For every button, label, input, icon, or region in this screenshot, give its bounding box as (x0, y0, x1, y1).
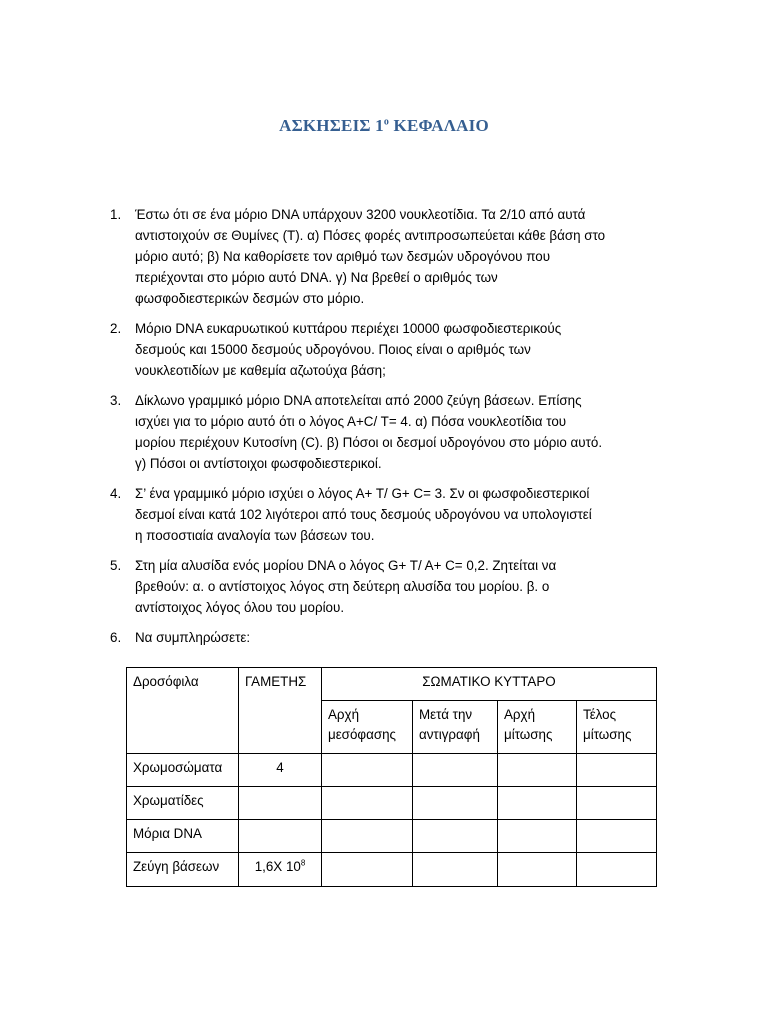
row-label: Χρωμοσώματα (127, 754, 239, 787)
subheader-cell (577, 701, 657, 754)
empty-cell (498, 754, 577, 787)
table-row (127, 853, 657, 887)
empty-cell (413, 787, 498, 820)
subheader-cell (322, 701, 413, 754)
empty-cell (322, 754, 413, 787)
subheader-line: Αρχή (504, 707, 536, 722)
empty-cell (413, 754, 498, 787)
cell-content-table (126, 667, 657, 887)
subheader-line: μίτωσης (583, 727, 632, 742)
table-header-row (127, 668, 657, 701)
title-main: ΑΣΚΗΣΕΙΣ 1 (279, 116, 384, 135)
exercise-number: 4. (110, 486, 122, 501)
exercise-text-line: γ) Πόσοι οι αντίστοιχοι φωσφοδιεστερικοί. (135, 456, 382, 471)
exercise-item (110, 555, 665, 618)
subheader-line: αντιγραφή (419, 727, 480, 742)
gamete-value (239, 820, 322, 853)
gamete-value (239, 853, 322, 887)
table-row (127, 820, 657, 853)
exercise-number: 5. (110, 558, 122, 573)
exercise-number: 2. (110, 321, 122, 336)
empty-cell (413, 853, 498, 887)
empty-cell (498, 853, 577, 887)
subheader-line: Τέλος (583, 707, 617, 722)
exercise-text-line: αντιστοιχούν σε Θυμίνες (Τ). α) Πόσες φορές αντιπροσωπεύεται κάθε βάση στο (135, 228, 606, 243)
exercise-item (110, 627, 665, 648)
exercise-item (110, 390, 665, 474)
gamete-value (239, 787, 322, 820)
subheader-line: Αρχή (328, 707, 360, 722)
exercise-number: 1. (110, 207, 122, 222)
gamete-value-text: 1,6X 10 (254, 859, 301, 874)
exercise-text-line: Να συμπληρώσετε: (135, 630, 251, 645)
exercise-text-line: μόριο αυτό; β) Να καθορίσετε τον αριθμό των δεσμών υδρογόνου που (135, 249, 551, 264)
exercise-text-line: Έστω ότι σε ένα μόριο DNA υπάρχουν 3200 νουκλεοτίδια. Τα 2/10 από αυτά (135, 207, 586, 222)
gamete-value (239, 754, 322, 787)
gamete-value-exponent: 8 (300, 858, 306, 868)
exercise-text-line: Δίκλωνο γραμμικό μόριο DNA αποτελείται από 2000 ζεύγη βάσεων. Επίσης (135, 393, 582, 408)
title-superscript: ο (383, 116, 390, 128)
table-row (127, 787, 657, 820)
empty-cell (498, 820, 577, 853)
exercise-number: 6. (110, 630, 122, 645)
exercise-item (110, 318, 665, 381)
subheader-line: Μετά την (419, 707, 473, 722)
subheader-line: μίτωσης (504, 727, 553, 742)
empty-cell (577, 853, 657, 887)
exercise-text-line: δεσμοί είναι κατά 102 λιγότεροι από τους δεσμούς υδρογόνου να υπολογιστεί (135, 507, 592, 522)
row-label: Χρωματίδες (127, 787, 239, 820)
exercise-text-line: ισχύει για το μόριο αυτό ότι ο λόγος Α+C/ T= 4. α) Πόσα νουκλεοτίδια του (135, 414, 567, 429)
empty-cell (322, 853, 413, 887)
table-row (127, 754, 657, 787)
empty-cell (413, 820, 498, 853)
subheader-cell (413, 701, 498, 754)
exercise-number: 3. (110, 393, 122, 408)
empty-cell (577, 787, 657, 820)
exercise-text-line: Μόριο DNA ευκαρυωτικού κυττάρου περιέχει 10000 φωσφοδιεστερικούς (135, 321, 562, 336)
empty-cell (577, 820, 657, 853)
exercise-text-line: Σ’ ένα γραμμικό μόριο ισχύει ο λόγος Α+ Τ/ G+ C= 3. Σν οι φωσφοδιεστερικοί (135, 486, 590, 501)
exercise-text-line: η ποσοστιαία αναλογία των βάσεων του. (135, 528, 375, 543)
row-label: Ζεύγη βάσεων (127, 853, 239, 887)
exercise-item (110, 483, 665, 546)
exercise-text-line: φωσφοδιεστερικών δεσμών στο μόριο. (135, 291, 365, 306)
subheader-line: μεσόφασης (328, 727, 396, 742)
empty-cell (577, 754, 657, 787)
exercise-text-line: νουκλεοτιδίων με καθεμία αζωτούχα βάση; (135, 363, 386, 378)
exercise-text-line: βρεθούν: α. ο αντίστοιχος λόγος στη δεύτερη αλυσίδα του μορίου. β. ο (135, 579, 550, 594)
header-gamete: ΓΑΜΕΤΗΣ (239, 668, 322, 754)
header-somatic-cell: ΣΩΜΑΤΙΚΟ ΚΥΤΤΑΡΟ (322, 668, 657, 701)
gamete-value-text: 4 (276, 760, 284, 775)
row-label: Μόρια DNA (127, 820, 239, 853)
title-rest: ΚΕΦΑΛΑΙΟ (389, 116, 489, 135)
page-title (0, 116, 768, 136)
empty-cell (498, 787, 577, 820)
empty-cell (322, 820, 413, 853)
exercise-text-line: δεσμούς και 15000 δεσμούς υδρογόνου. Ποιος είναι ο αριθμός των (135, 342, 531, 357)
exercise-list (110, 204, 665, 657)
exercise-item (110, 204, 665, 309)
exercise-text-line: περιέχονται στο μόριο αυτό DNA. γ) Να βρεθεί ο αριθμός των (135, 270, 498, 285)
header-drosophila: Δροσόφιλα (127, 668, 239, 754)
empty-cell (322, 787, 413, 820)
exercise-text-line: αντίστοιχος λόγος όλου του μορίου. (135, 600, 345, 615)
subheader-cell (498, 701, 577, 754)
exercise-text-line: μορίου περιέχουν Κυτοσίνη (C). β) Πόσοι οι δεσμοί υδρογόνου στο μόριο αυτό. (135, 435, 603, 450)
exercise-text-line: Στη μία αλυσίδα ενός μορίου DNA ο λόγος G+ T/ A+ C= 0,2. Ζητείται να (135, 558, 557, 573)
